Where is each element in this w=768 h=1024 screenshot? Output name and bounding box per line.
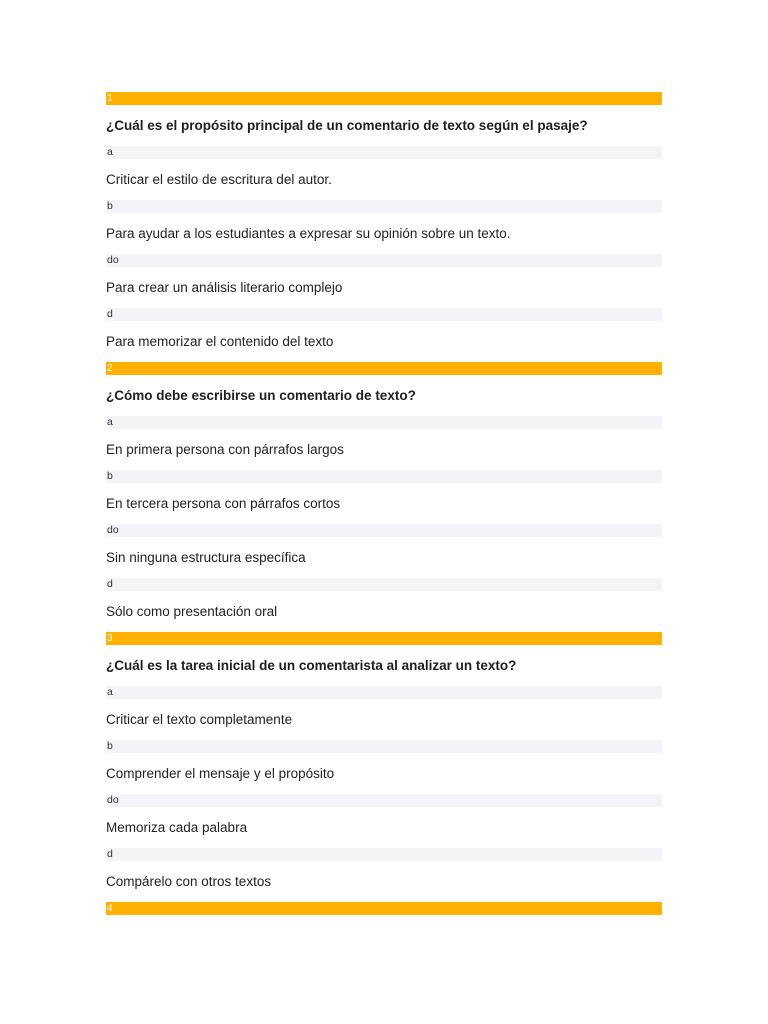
option-text[interactable]: Para memorizar el contenido del texto [106,334,334,349]
question-number-bar: 3 [106,632,662,645]
option-text[interactable]: Sin ninguna estructura específica [106,550,306,565]
option-text[interactable]: Compárelo con otros textos [106,874,272,889]
option-letter: do [106,254,662,267]
option-letter: d [106,848,662,861]
option-letter: b [106,470,662,483]
option-text[interactable]: Memoriza cada palabra [106,820,248,835]
option-text[interactable]: Criticar el texto completamente [106,712,293,727]
question-block-1 [106,92,662,362]
question-number-bar: 4 [106,902,662,915]
option-letter: a [106,686,662,699]
option-text[interactable]: Para ayudar a los estudiantes a expresar su opinión sobre un texto. [106,226,511,241]
question-block-3 [106,632,662,902]
option-letter: a [106,416,662,429]
option-letter: b [106,200,662,213]
option-letter: a [106,146,662,159]
option-letter: d [106,308,662,321]
question-number-bar: 2 [106,362,662,375]
option-letter: b [106,740,662,753]
option-text[interactable]: En primera persona con párrafos largos [106,442,344,457]
option-text[interactable]: Para crear un análisis literario complejo [106,280,343,295]
quiz-content [106,92,662,915]
question-text: ¿Cuál es la tarea inicial de un comentarista al analizar un texto? [106,658,517,673]
option-text[interactable]: Sólo como presentación oral [106,604,278,619]
option-letter: do [106,524,662,537]
question-text: ¿Cuál es el propósito principal de un comentario de texto según el pasaje? [106,118,588,133]
option-text[interactable]: Criticar el estilo de escritura del autor. [106,172,332,187]
option-letter: d [106,578,662,591]
question-text: ¿Cómo debe escribirse un comentario de texto? [106,388,416,403]
option-letter: do [106,794,662,807]
question-number-bar: 1 [106,92,662,105]
question-block-4 [106,902,662,915]
question-block-2 [106,362,662,632]
option-text[interactable]: En tercera persona con párrafos cortos [106,496,341,511]
option-text[interactable]: Comprender el mensaje y el propósito [106,766,335,781]
